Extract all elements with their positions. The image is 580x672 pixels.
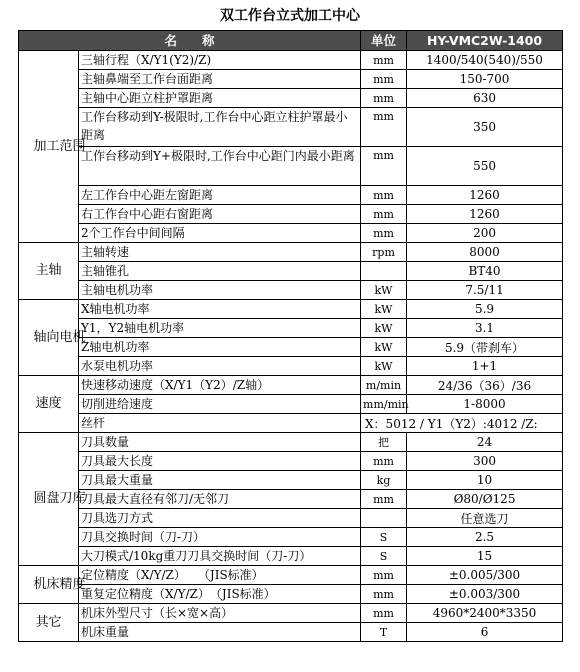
unit-cell: kg <box>361 471 407 490</box>
unit-cell: m/min <box>361 376 407 395</box>
value-cell: 7.5/11 <box>407 281 563 300</box>
unit-cell: mm <box>361 224 407 243</box>
unit-cell: mm <box>361 108 407 147</box>
item-cell: 重复定位精度（X/Y/Z） （JIS标准） <box>79 585 361 604</box>
category-cell: 其它 <box>19 604 79 642</box>
value-cell: 1260 <box>407 186 563 205</box>
table-row <box>19 70 563 89</box>
value-cell: 350 <box>407 108 563 147</box>
item-cell: 刀具选刀方式 <box>79 509 361 528</box>
value-cell: 24/36（36）/36 <box>407 376 563 395</box>
value-cell: 1260 <box>407 205 563 224</box>
unit-cell: mm <box>361 205 407 224</box>
item-cell: 刀具最大直径有邻刀/无邻刀 <box>79 490 361 509</box>
table-row <box>19 205 563 224</box>
unit-cell: kW <box>361 319 407 338</box>
unit-cell: mm <box>361 585 407 604</box>
unit-cell: mm <box>361 147 407 186</box>
unit-cell: mm <box>361 452 407 471</box>
table-row <box>19 186 563 205</box>
table-row <box>19 243 563 262</box>
value-cell: Ø80/Ø125 <box>407 490 563 509</box>
table-row <box>19 585 563 604</box>
item-cell: 主轴鼻端至工作台面距离 <box>79 70 361 89</box>
table-row <box>19 623 563 642</box>
category-cell: 机床精度 <box>19 566 79 604</box>
unit-cell: 把 <box>361 433 407 452</box>
category-cell: 轴向电机 <box>19 300 79 376</box>
table-row <box>19 547 563 566</box>
unit-cell: kW <box>361 357 407 376</box>
table-row <box>19 471 563 490</box>
value-cell: 1-8000 <box>407 395 563 414</box>
table-row <box>19 452 563 471</box>
table-header-row <box>19 31 563 51</box>
value-cell: 1+1 <box>407 357 563 376</box>
spec-table-body <box>19 51 563 642</box>
table-row <box>19 89 563 108</box>
category-cell: 主轴 <box>19 243 79 300</box>
value-cell: 630 <box>407 89 563 108</box>
table-row <box>19 224 563 243</box>
item-cell: 快速移动速度（X/Y1（Y2）/Z轴） <box>79 376 361 395</box>
table-row <box>19 338 563 357</box>
table-row <box>19 262 563 281</box>
item-cell: Y1，Y2轴电机功率 <box>79 319 361 338</box>
item-cell: 大刀模式/10kg重刀刀具交换时间（刀-刀） <box>79 547 361 566</box>
item-cell: 刀具最大长度 <box>79 452 361 471</box>
item-cell: 2个工作台中间间隔 <box>79 224 361 243</box>
item-cell: X轴电机功率 <box>79 300 361 319</box>
value-cell: 300 <box>407 452 563 471</box>
item-cell: 主轴电机功率 <box>79 281 361 300</box>
table-row <box>19 528 563 547</box>
item-cell: 左工作台中心距左窗距离 <box>79 186 361 205</box>
value-cell: 1400/540(540)/550 <box>407 51 563 70</box>
unit-cell: S <box>361 528 407 547</box>
unit-cell: S <box>361 547 407 566</box>
value-cell: ±0.005/300 <box>407 566 563 585</box>
value-cell: 3.1 <box>407 319 563 338</box>
table-row <box>19 509 563 528</box>
item-cell: 右工作台中心距右窗距离 <box>79 205 361 224</box>
item-cell: 定位精度（X/Y/Z） （JIS标准） <box>79 566 361 585</box>
unit-cell: mm <box>361 566 407 585</box>
table-row <box>19 566 563 585</box>
category-cell: 速度 <box>19 376 79 433</box>
item-cell: 水泵电机功率 <box>79 357 361 376</box>
item-cell: 机床重量 <box>79 623 361 642</box>
item-cell: 主轴中心距立柱护罩距离 <box>79 89 361 108</box>
table-row <box>19 319 563 338</box>
item-cell: 工作台移动到Y+极限时,工作台中心距门内最小距离 <box>79 147 361 186</box>
unit-cell: kW <box>361 338 407 357</box>
unit-cell: mm <box>361 490 407 509</box>
spec-table <box>18 30 563 642</box>
unit-cell: kW <box>361 281 407 300</box>
item-cell: 切削进给速度 <box>79 395 361 414</box>
value-cell: X：5012 / Y1（Y2）:4012 /Z: <box>361 414 563 433</box>
document-title: 双工作台立式加工中心 <box>220 8 360 24</box>
table-row <box>19 414 563 433</box>
value-cell: 15 <box>407 547 563 566</box>
unit-cell: mm <box>361 51 407 70</box>
item-cell: 三轴行程（X/Y1(Y2)/Z) <box>79 51 361 70</box>
unit-cell: mm <box>361 89 407 108</box>
table-row <box>19 357 563 376</box>
value-cell: 8000 <box>407 243 563 262</box>
item-cell: 刀具最大重量 <box>79 471 361 490</box>
value-cell: ±0.003/300 <box>407 585 563 604</box>
item-cell: 主轴转速 <box>79 243 361 262</box>
table-row <box>19 51 563 70</box>
item-cell: 刀具交换时间（刀-刀） <box>79 528 361 547</box>
unit-cell: mm/min <box>361 395 407 414</box>
table-row <box>19 433 563 452</box>
category-cell: 圆盘刀库 <box>19 433 79 566</box>
unit-cell: mm <box>361 70 407 89</box>
table-row <box>19 300 563 319</box>
value-cell: 2.5 <box>407 528 563 547</box>
item-cell: 主轴锥孔 <box>79 262 361 281</box>
value-cell: 4960*2400*3350 <box>407 604 563 623</box>
unit-cell: mm <box>361 604 407 623</box>
table-row <box>19 147 563 186</box>
item-cell: 刀具数量 <box>79 433 361 452</box>
value-cell: 5.9（带刹车） <box>407 338 563 357</box>
value-cell: 10 <box>407 471 563 490</box>
header-model: HY-VMC2W-1400 <box>407 31 563 51</box>
header-unit: 单位 <box>361 31 407 51</box>
unit-cell: mm <box>361 186 407 205</box>
unit-cell: T <box>361 623 407 642</box>
table-row <box>19 281 563 300</box>
value-cell: 200 <box>407 224 563 243</box>
item-cell: Z轴电机功率 <box>79 338 361 357</box>
value-cell: 6 <box>407 623 563 642</box>
table-row <box>19 376 563 395</box>
value-cell: 24 <box>407 433 563 452</box>
value-cell: 任意选刀 <box>407 509 563 528</box>
unit-cell: rpm <box>361 243 407 262</box>
value-cell: 150-700 <box>407 70 563 89</box>
table-row <box>19 108 563 147</box>
unit-cell <box>361 262 407 281</box>
unit-cell <box>361 509 407 528</box>
item-cell: 工作台移动到Y-极限时,工作台中心距立柱护罩最小距离 <box>79 108 361 147</box>
value-cell: 5.9 <box>407 300 563 319</box>
item-cell: 丝杆 <box>79 414 361 433</box>
table-row <box>19 604 563 623</box>
table-row <box>19 490 563 509</box>
header-name: 名 称 <box>19 31 361 51</box>
category-cell: 加工范围 <box>19 51 79 243</box>
value-cell: BT40 <box>407 262 563 281</box>
item-cell: 机床外型尺寸（长×宽×高） <box>79 604 361 623</box>
unit-cell: kW <box>361 300 407 319</box>
value-cell: 550 <box>407 147 563 186</box>
table-row <box>19 395 563 414</box>
